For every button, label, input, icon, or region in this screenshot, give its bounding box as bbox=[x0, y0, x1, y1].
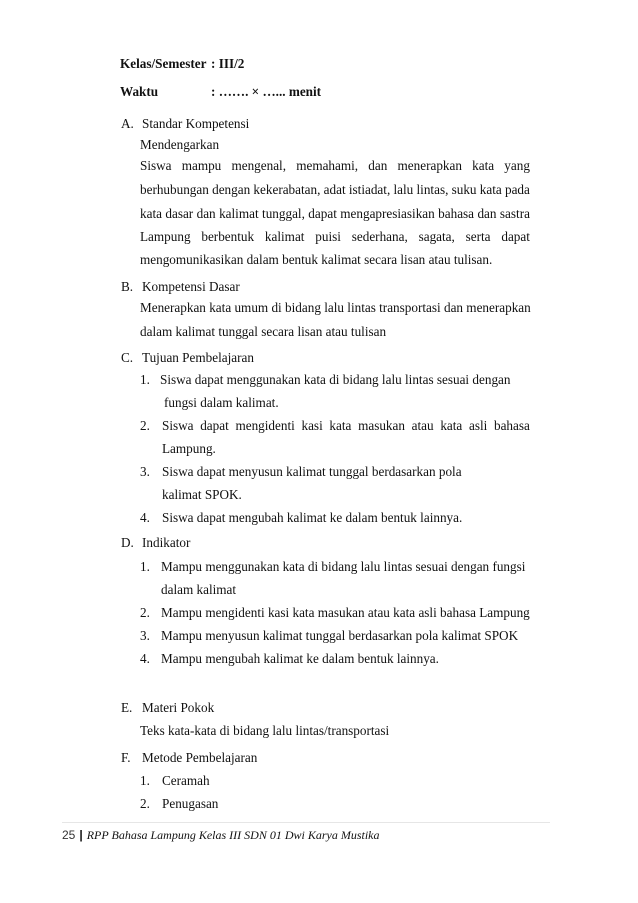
word: Siswa bbox=[162, 418, 194, 433]
list-item-text: Mampu menggunakan kata di bidang lalu lintas sesuai dengan fungsi bbox=[161, 559, 526, 574]
section-a-line bbox=[140, 229, 530, 245]
word: dengan bbox=[212, 182, 251, 197]
word: atau bbox=[411, 418, 434, 433]
word: serta bbox=[465, 229, 491, 244]
list-item-text: Mampu mengubah kalimat ke dalam bentuk lainnya. bbox=[161, 651, 439, 666]
word: kata bbox=[479, 182, 502, 197]
section-e-title: Materi Pokok bbox=[142, 700, 215, 715]
word: suku bbox=[451, 182, 477, 197]
list-item-text: Siswa dapat menyusun kalimat tunggal berdasarkan pola bbox=[162, 464, 462, 479]
list-item-number: 1. bbox=[140, 559, 150, 574]
word: Lampung bbox=[140, 229, 191, 244]
list-item-number: 2. bbox=[140, 796, 150, 811]
section-f-title: Metode Pembelajaran bbox=[142, 750, 258, 765]
kelas-semester-label: Kelas/Semester bbox=[120, 56, 207, 71]
word: berbentuk bbox=[201, 229, 255, 244]
list-item-text: Mampu mengidenti kasi kata masukan atau kata asli bahasa Lampung bbox=[161, 605, 530, 620]
word: adat bbox=[323, 182, 346, 197]
word: dapat bbox=[200, 418, 229, 433]
word: dapat bbox=[308, 206, 337, 221]
word: sederhana, bbox=[351, 229, 408, 244]
word: menerapkan bbox=[397, 158, 462, 173]
section-d-title: Indikator bbox=[142, 535, 191, 550]
word: kata bbox=[329, 418, 352, 433]
word: kalimat bbox=[219, 206, 259, 221]
section-a-subtitle: Mendengarkan bbox=[140, 137, 220, 152]
footer-separator: | bbox=[79, 828, 83, 842]
word: memahami, bbox=[296, 158, 359, 173]
section-a-letter: A. bbox=[121, 116, 134, 131]
list-item-text: kalimat SPOK. bbox=[162, 487, 242, 502]
list-item-text: Penugasan bbox=[162, 796, 219, 811]
word: dan bbox=[196, 206, 216, 221]
list-item-number: 1. bbox=[140, 773, 150, 788]
word: lalu bbox=[393, 182, 414, 197]
word: mengidenti bbox=[235, 418, 295, 433]
list-item-number: 4. bbox=[140, 510, 150, 525]
word: kata bbox=[140, 206, 162, 221]
word: kasi bbox=[301, 418, 323, 433]
section-a-line bbox=[140, 206, 530, 222]
list-item-number: 3. bbox=[140, 464, 150, 479]
list-item-text: Siswa dapat mengubah kalimat ke dalam bentuk lainnya. bbox=[162, 510, 463, 525]
word: kata bbox=[472, 158, 495, 173]
word: lintas, bbox=[416, 182, 449, 197]
word: mengapresiasikan bbox=[340, 206, 435, 221]
word: asli bbox=[468, 418, 488, 433]
word: istiadat, bbox=[348, 182, 391, 197]
section-c-title: Tujuan Pembelajaran bbox=[142, 350, 254, 365]
waktu-label: Waktu bbox=[120, 84, 159, 99]
word: mampu bbox=[181, 158, 222, 173]
page-number: 25 bbox=[62, 828, 76, 842]
list-item-text: dalam kalimat bbox=[161, 582, 237, 597]
list-item-text: Mampu menyusun kalimat tunggal berdasarkan pola kalimat SPOK bbox=[161, 628, 519, 643]
page-footer bbox=[62, 828, 380, 843]
section-e-line: Teks kata-kata di bidang lalu lintas/transportasi bbox=[140, 723, 390, 738]
word: kata bbox=[440, 418, 463, 433]
list-item-text: Lampung. bbox=[162, 441, 216, 456]
word: dan bbox=[477, 206, 497, 221]
word: sagata, bbox=[418, 229, 455, 244]
word: sastra bbox=[499, 206, 530, 221]
section-d-letter: D. bbox=[121, 535, 134, 550]
word: dan bbox=[368, 158, 388, 173]
section-a-line bbox=[140, 182, 530, 198]
list-item-number: 2. bbox=[140, 605, 150, 620]
list-item-number: 2. bbox=[140, 418, 150, 433]
word: dasar bbox=[165, 206, 194, 221]
word: berhubungan bbox=[140, 182, 209, 197]
list-item-number: 4. bbox=[140, 651, 150, 666]
section-c-letter: C. bbox=[121, 350, 134, 365]
word: mengenal, bbox=[231, 158, 287, 173]
section-e-letter: E. bbox=[121, 700, 133, 715]
section-f-letter: F. bbox=[121, 750, 131, 765]
word: masukan bbox=[358, 418, 405, 433]
word: tunggal, bbox=[262, 206, 305, 221]
word: bahasa bbox=[493, 418, 530, 433]
footer-divider bbox=[62, 822, 550, 823]
section-b-line: Menerapkan kata umum di bidang lalu lintas transportasi dan menerapkan bbox=[140, 300, 531, 315]
section-a-line bbox=[140, 158, 530, 174]
word: kalimat bbox=[264, 229, 305, 244]
section-a-last-line: mengomunikasikan dalam bentuk kalimat secara lisan atau tulisan. bbox=[140, 252, 493, 267]
word: yang bbox=[504, 158, 530, 173]
word: bahasa bbox=[438, 206, 475, 221]
footer-title: RPP Bahasa Lampung Kelas III SDN 01 Dwi Karya Mustika bbox=[86, 828, 380, 842]
word: Siswa bbox=[140, 158, 172, 173]
section-a-title: Standar Kompetensi bbox=[142, 116, 250, 131]
list-item-number: 3. bbox=[140, 628, 150, 643]
list-item-text: Ceramah bbox=[162, 773, 210, 788]
section-b-line: dalam kalimat tunggal secara lisan atau tulisan bbox=[140, 324, 387, 339]
word: puisi bbox=[315, 229, 341, 244]
section-b-title: Kompetensi Dasar bbox=[142, 279, 240, 294]
word: dapat bbox=[501, 229, 530, 244]
list-item-text: Siswa dapat menggunakan kata di bidang lalu lintas sesuai dengan bbox=[160, 372, 511, 387]
list-item-number: 1. bbox=[140, 372, 150, 387]
section-b-letter: B. bbox=[121, 279, 134, 294]
list-item-text: fungsi dalam kalimat. bbox=[164, 395, 279, 410]
waktu-value: : ……. × …... menit bbox=[211, 84, 322, 99]
word: pada bbox=[504, 182, 530, 197]
kelas-semester-value: : III/2 bbox=[211, 56, 245, 71]
list-item-text bbox=[162, 418, 530, 434]
word: kekerabatan, bbox=[253, 182, 321, 197]
